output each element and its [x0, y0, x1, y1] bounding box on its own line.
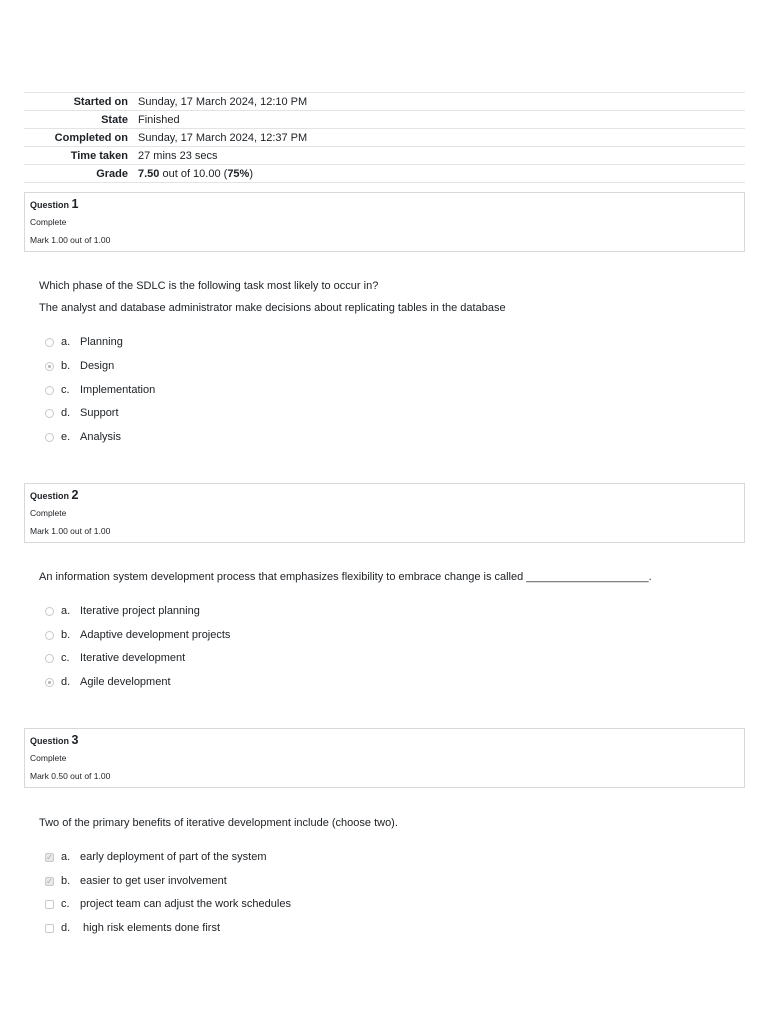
option-label: Iterative development — [80, 652, 186, 664]
summary-label: Completed on — [24, 129, 138, 147]
summary-row — [24, 93, 745, 111]
radio-icon[interactable] — [45, 654, 54, 663]
option-letter: b. — [61, 629, 71, 641]
question-number: Question 1 — [30, 197, 79, 211]
option-label: Analysis — [80, 431, 121, 443]
answer-option[interactable] — [45, 850, 266, 864]
option-letter: c. — [61, 898, 70, 910]
radio-icon[interactable] — [45, 386, 54, 395]
question-2-text: An information system development process that emphasizes flexibility to embrace change is called ____________________. — [39, 571, 652, 583]
answer-option[interactable] — [45, 651, 185, 665]
option-letter: e. — [61, 431, 71, 443]
question-mark: Mark 1.00 out of 1.00 — [30, 235, 111, 245]
answer-option[interactable] — [45, 897, 291, 911]
option-letter: a. — [61, 851, 71, 863]
answer-option[interactable] — [45, 383, 155, 397]
answer-option[interactable] — [45, 430, 121, 444]
grade-row — [24, 165, 745, 183]
option-letter: d. — [61, 922, 71, 934]
summary-label: Time taken — [24, 147, 138, 165]
question-mark: Mark 1.00 out of 1.00 — [30, 526, 111, 536]
option-letter: b. — [61, 875, 71, 887]
summary-row — [24, 111, 745, 129]
summary-label: State — [24, 111, 138, 129]
question-1-info — [24, 192, 745, 252]
answer-option[interactable] — [45, 406, 119, 420]
radio-selected-icon[interactable] — [45, 678, 54, 687]
option-letter: a. — [61, 605, 71, 617]
answer-option[interactable] — [45, 628, 230, 642]
grade-end: ) — [249, 167, 254, 180]
checkbox-checked-icon[interactable]: ✓ — [46, 876, 53, 886]
answer-option[interactable] — [45, 604, 200, 618]
question-3-info — [24, 728, 745, 788]
grade-mid: out of 10.00 ( — [159, 167, 228, 180]
checkbox-icon[interactable] — [45, 924, 54, 933]
option-letter: a. — [61, 336, 71, 348]
option-label: Design — [80, 360, 115, 372]
option-label: project team can adjust the work schedules — [80, 898, 291, 910]
option-letter: d. — [61, 676, 71, 688]
summary-value: Finished — [138, 111, 745, 129]
question-state: Complete — [30, 753, 67, 763]
answer-option[interactable] — [45, 874, 227, 888]
grade-value — [138, 165, 745, 183]
option-label: Iterative project planning — [80, 605, 200, 617]
radio-icon[interactable] — [45, 338, 54, 347]
question-state: Complete — [30, 217, 67, 227]
option-label: Planning — [80, 336, 123, 348]
option-label: early deployment of part of the system — [80, 851, 267, 863]
question-number: Question 3 — [30, 733, 79, 747]
grade-label: Grade — [24, 165, 138, 183]
checkbox-icon[interactable] — [45, 900, 54, 909]
summary-row — [24, 129, 745, 147]
radio-icon[interactable] — [45, 607, 54, 616]
option-label: Adaptive development projects — [80, 629, 231, 641]
summary-value: Sunday, 17 March 2024, 12:10 PM — [138, 93, 745, 111]
option-label: high risk elements done first — [80, 922, 221, 934]
question-3-text: Two of the primary benefits of iterative development include (choose two). — [39, 817, 398, 829]
option-label: Implementation — [80, 384, 156, 396]
attempt-summary-table — [24, 92, 745, 183]
summary-value: 27 mins 23 secs — [138, 147, 745, 165]
grade-percent: 75% — [227, 167, 250, 180]
question-number: Question 2 — [30, 488, 79, 502]
option-letter: d. — [61, 407, 71, 419]
answer-option[interactable] — [45, 335, 123, 349]
question-1-text: The analyst and database administrator make decisions about replicating tables in the database — [39, 302, 506, 314]
radio-selected-icon[interactable] — [45, 362, 54, 371]
option-letter: c. — [61, 384, 70, 396]
answer-option[interactable] — [45, 359, 114, 373]
option-letter: b. — [61, 360, 71, 372]
option-letter: c. — [61, 652, 70, 664]
question-1-text: Which phase of the SDLC is the following task most likely to occur in? — [39, 280, 379, 292]
answer-option[interactable] — [45, 675, 171, 689]
radio-icon[interactable] — [45, 409, 54, 418]
answer-option[interactable] — [45, 921, 220, 935]
option-label: Agile development — [80, 676, 171, 688]
summary-row — [24, 147, 745, 165]
grade-score: 7.50 — [138, 167, 160, 180]
option-label: Support — [80, 407, 119, 419]
summary-value: Sunday, 17 March 2024, 12:37 PM — [138, 129, 745, 147]
question-2-info — [24, 483, 745, 543]
summary-label: Started on — [24, 93, 138, 111]
radio-icon[interactable] — [45, 631, 54, 640]
question-state: Complete — [30, 508, 67, 518]
radio-icon[interactable] — [45, 433, 54, 442]
question-mark: Mark 0.50 out of 1.00 — [30, 771, 111, 781]
checkbox-checked-icon[interactable]: ✓ — [46, 852, 53, 862]
option-label: easier to get user involvement — [80, 875, 227, 887]
